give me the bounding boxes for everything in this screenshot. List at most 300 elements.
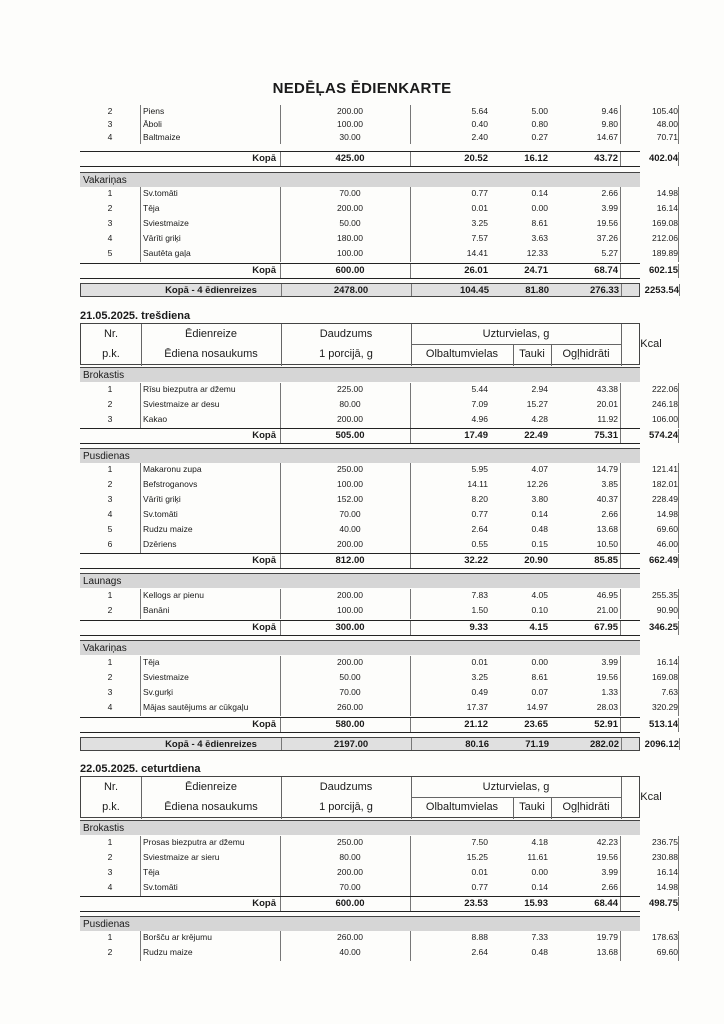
portion-grams: 260.00: [337, 932, 363, 942]
column-divider: [678, 152, 679, 166]
row-number: 5: [107, 524, 113, 534]
portion-grams: 30.00: [339, 132, 361, 142]
kcal-value: 189.89: [652, 248, 678, 258]
fat-value: 0.48: [531, 947, 548, 957]
kcal-value: 14.98: [656, 509, 678, 519]
row-number: 4: [107, 509, 113, 519]
table-row: [80, 383, 678, 398]
fat-value: 3.80: [531, 494, 548, 504]
day-date: 21.05.2025. trešdiena: [80, 310, 191, 322]
kcal-value: 105.40: [652, 106, 678, 116]
carbs-value: 3.85: [601, 479, 618, 489]
dish-name: Sv.tomāti: [143, 188, 178, 198]
kcal-value: 228.49: [652, 494, 678, 504]
row-number: 1: [107, 384, 113, 394]
dish-name: Prosas biezputra ar džemu: [143, 837, 245, 847]
portion-grams: 200.00: [337, 539, 363, 549]
dish-name: Dzēriens: [143, 539, 177, 549]
carbs-value: 5.27: [601, 248, 618, 258]
fat-value: 15.27: [526, 399, 548, 409]
page-title: NEDĒĻAS ĒDIENKARTE: [272, 80, 452, 97]
table-row: [80, 217, 678, 232]
total-label: Kopā: [252, 898, 276, 909]
column-divider: [678, 866, 679, 881]
meal-total-row: [80, 717, 678, 733]
protein-value: 3.25: [471, 672, 488, 682]
fat-value: 0.00: [531, 867, 548, 877]
total-fat: 4.15: [529, 622, 548, 633]
column-divider: [678, 538, 679, 553]
meal-header: Brokastis: [80, 367, 640, 382]
total-kcal: 346.25: [648, 622, 678, 633]
protein-value: 2.64: [471, 524, 488, 534]
day-total-fat: 71.19: [525, 739, 549, 750]
column-divider: [678, 232, 679, 247]
header-divider: [411, 797, 621, 798]
fat-value: 8.61: [531, 672, 548, 682]
total-carbs: 43.72: [594, 153, 618, 164]
carbs-value: 2.66: [601, 188, 618, 198]
column-divider: [678, 493, 679, 508]
column-divider: [678, 931, 679, 946]
day-total-row: [80, 283, 679, 297]
header-nr: Nr.: [103, 781, 119, 793]
row-number: 2: [107, 106, 113, 116]
carbs-value: 37.26: [596, 233, 618, 243]
protein-value: 4.96: [471, 414, 488, 424]
table-row: [80, 851, 678, 866]
day-total-carbs: 282.02: [589, 739, 619, 750]
header-qty: Daudzums: [319, 781, 373, 793]
dish-name: Tēja: [143, 867, 160, 877]
row-number: 2: [107, 852, 113, 862]
column-divider: [678, 671, 679, 686]
fat-value: 0.00: [531, 203, 548, 213]
fat-value: 0.14: [531, 188, 548, 198]
protein-value: 14.41: [466, 248, 488, 258]
kcal-value: 255.35: [652, 590, 678, 600]
kcal-value: 182.01: [652, 479, 678, 489]
column-divider: [678, 398, 679, 413]
column-divider: [678, 554, 679, 568]
column-divider: [678, 836, 679, 851]
day-total-label: Kopā - 4 ēdienreizes: [165, 739, 257, 750]
row-number: 2: [107, 947, 113, 957]
day-total-label: Kopā - 4 ēdienreizes: [165, 285, 257, 296]
carbs-value: 3.99: [601, 867, 618, 877]
fat-value: 0.48: [531, 524, 548, 534]
carbs-value: 9.46: [601, 106, 618, 116]
total-carbs: 75.31: [594, 430, 618, 441]
meal-header: Pusdienas: [80, 916, 640, 931]
carbs-value: 42.23: [596, 837, 618, 847]
row-number: 6: [107, 539, 113, 549]
column-divider: [678, 897, 679, 911]
kcal-value: 70.71: [656, 132, 678, 142]
fat-value: 12.33: [526, 248, 548, 258]
dish-name: Mājas sautējums ar cūkgaļu: [143, 702, 249, 712]
column-divider: [678, 413, 679, 428]
protein-value: 15.25: [466, 852, 488, 862]
protein-value: 7.57: [471, 233, 488, 243]
column-divider: [678, 131, 679, 144]
table-row: [80, 589, 678, 604]
protein-value: 0.01: [471, 867, 488, 877]
dish-name: Sautēta gaļa: [143, 248, 191, 258]
dish-name: Sv.tomāti: [143, 882, 178, 892]
column-divider: [679, 738, 680, 750]
fat-value: 3.63: [531, 233, 548, 243]
dish-name: Baltmaize: [143, 132, 181, 142]
column-divider: [678, 851, 679, 866]
column-divider: [678, 718, 679, 732]
total-fat: 24.71: [524, 265, 548, 276]
protein-value: 14.11: [467, 479, 488, 489]
carbs-value: 10.50: [596, 539, 618, 549]
header-protein: Olbaltumvielas: [425, 348, 499, 360]
dish-name: Befstroganovs: [143, 479, 198, 489]
row-number: 3: [107, 687, 113, 697]
row-number: 5: [107, 248, 113, 258]
column-divider: [678, 463, 679, 478]
row-number: 2: [107, 399, 113, 409]
table-row: [80, 131, 678, 144]
protein-value: 1.50: [471, 605, 488, 615]
header-meal: Ēdienreize: [185, 781, 237, 793]
fat-value: 0.80: [531, 119, 548, 129]
portion-grams: 70.00: [339, 687, 361, 697]
kcal-value: 46.00: [656, 539, 678, 549]
header-portion: 1 porcijā, g: [319, 801, 373, 813]
kcal-value: 90.90: [656, 605, 678, 615]
kcal-value: 48.00: [656, 119, 678, 129]
total-fat: 15.93: [524, 898, 548, 909]
header-pk: p.k.: [102, 801, 120, 813]
table-row: [80, 671, 678, 686]
column-divider: [678, 621, 679, 635]
carbs-value: 21.00: [596, 605, 618, 615]
fat-value: 5.00: [531, 106, 548, 116]
portion-grams: 200.00: [337, 590, 363, 600]
header-kcal: Kcal: [640, 338, 662, 350]
fat-value: 4.05: [531, 590, 548, 600]
column-divider: [678, 946, 679, 961]
total-protein: 23.53: [464, 898, 488, 909]
total-kcal: 662.49: [648, 555, 678, 566]
header-nr: Nr.: [103, 328, 119, 340]
portion-grams: 152.00: [337, 494, 363, 504]
total-label: Kopā: [252, 153, 276, 164]
carbs-value: 19.56: [596, 218, 618, 228]
protein-value: 8.20: [471, 494, 488, 504]
day-total-grams: 2478.00: [333, 285, 369, 296]
total-kcal: 574.24: [648, 430, 678, 441]
carbs-value: 46.95: [596, 590, 618, 600]
portion-grams: 70.00: [339, 509, 361, 519]
fat-value: 4.18: [531, 837, 548, 847]
dish-name: Kellogs ar pienu: [143, 590, 204, 600]
fat-value: 12.26: [526, 479, 548, 489]
row-number: 1: [107, 932, 113, 942]
total-protein: 21.12: [464, 719, 488, 730]
portion-grams: 260.00: [337, 702, 363, 712]
protein-value: 0.55: [471, 539, 488, 549]
column-divider: [678, 383, 679, 398]
header-nutrients: Uzturvielas, g: [482, 781, 550, 793]
portion-grams: 100.00: [337, 248, 363, 258]
total-protein: 20.52: [464, 153, 488, 164]
fat-value: 8.61: [531, 218, 548, 228]
row-number: 2: [107, 479, 113, 489]
fat-value: 0.10: [531, 605, 548, 615]
meal-total-row: [80, 263, 678, 279]
header-meal: Ēdienreize: [185, 328, 237, 340]
total-label: Kopā: [252, 622, 276, 633]
kcal-value: 69.60: [656, 524, 678, 534]
table-row: [80, 413, 678, 428]
total-label: Kopā: [252, 430, 276, 441]
total-fat: 23.65: [524, 719, 548, 730]
day-date: 22.05.2025. ceturtdiena: [80, 763, 201, 775]
table-row: [80, 701, 678, 716]
meal-header: Brokastis: [80, 820, 640, 835]
table-row: [80, 604, 678, 619]
row-number: 4: [107, 702, 113, 712]
carbs-value: 43.38: [596, 384, 618, 394]
fat-value: 7.33: [531, 932, 548, 942]
column-header: [80, 776, 662, 818]
row-number: 1: [107, 837, 113, 847]
header-nutrients: Uzturvielas, g: [482, 328, 550, 340]
fat-value: 0.07: [531, 687, 548, 697]
row-number: 1: [107, 657, 113, 667]
total-protein: 32.22: [464, 555, 488, 566]
carbs-value: 14.79: [596, 464, 618, 474]
table-row: [80, 866, 678, 881]
kcal-value: 14.98: [656, 188, 678, 198]
carbs-value: 20.01: [596, 399, 618, 409]
kcal-value: 178.63: [652, 932, 678, 942]
protein-value: 17.37: [466, 702, 488, 712]
column-divider: [678, 247, 679, 262]
meal-total-row: [80, 151, 678, 167]
total-grams: 505.00: [335, 430, 365, 441]
table-row: [80, 946, 678, 961]
column-divider: [678, 656, 679, 671]
column-header: [80, 323, 662, 365]
carbs-value: 1.33: [601, 687, 618, 697]
table-row: [80, 398, 678, 413]
dish-name: Boršču ar krējumu: [143, 932, 212, 942]
dish-name: Rīsu biezputra ar džemu: [143, 384, 236, 394]
row-number: 4: [107, 233, 113, 243]
kcal-value: 16.14: [656, 867, 678, 877]
table-row: [80, 523, 678, 538]
total-fat: 22.49: [524, 430, 548, 441]
header-divider: [411, 344, 621, 345]
column-divider: [678, 105, 679, 118]
day-total-protein: 80.16: [465, 739, 489, 750]
kcal-value: 169.08: [652, 672, 678, 682]
carbs-value: 13.68: [596, 524, 618, 534]
kcal-value: 16.14: [656, 203, 678, 213]
column-divider: [679, 284, 680, 296]
table-row: [80, 187, 678, 202]
dish-name: Sviestmaize: [143, 672, 189, 682]
protein-value: 5.95: [471, 464, 488, 474]
header-qty: Daudzums: [319, 328, 373, 340]
portion-grams: 70.00: [339, 882, 361, 892]
header-carbs: Ogļhidrāti: [562, 348, 610, 360]
row-number: 2: [107, 672, 113, 682]
fat-value: 0.14: [531, 882, 548, 892]
total-protein: 17.49: [464, 430, 488, 441]
total-grams: 600.00: [335, 265, 365, 276]
row-number: 4: [107, 132, 113, 142]
table-row: [80, 656, 678, 671]
carbs-value: 13.68: [596, 947, 618, 957]
total-protein: 9.33: [469, 622, 488, 633]
table-row: [80, 881, 678, 896]
header-dish: Ēdiena nosaukums: [164, 801, 258, 813]
total-kcal: 402.04: [648, 153, 678, 164]
carbs-value: 9.80: [601, 119, 618, 129]
dish-name: Rudzu maize: [143, 524, 193, 534]
day-total-carbs: 276.33: [589, 285, 619, 296]
header-fat: Tauki: [519, 801, 545, 813]
protein-value: 7.83: [471, 590, 488, 600]
dish-name: Makaronu zupa: [143, 464, 202, 474]
header-fat: Tauki: [519, 348, 545, 360]
kcal-value: 69.60: [656, 947, 678, 957]
column-divider: [678, 217, 679, 232]
portion-grams: 250.00: [337, 464, 363, 474]
dish-name: Sviestmaize ar desu: [143, 399, 220, 409]
total-carbs: 68.74: [594, 265, 618, 276]
menu-table: [80, 0, 679, 1024]
kcal-value: 230.88: [652, 852, 678, 862]
total-carbs: 85.85: [594, 555, 618, 566]
total-carbs: 67.95: [594, 622, 618, 633]
header-pk: p.k.: [102, 348, 120, 360]
header-portion: 1 porcijā, g: [319, 348, 373, 360]
meal-header: Vakariņas: [80, 172, 640, 187]
row-number: 1: [107, 590, 113, 600]
total-fat: 16.12: [524, 153, 548, 164]
protein-value: 3.25: [471, 218, 488, 228]
total-grams: 812.00: [335, 555, 365, 566]
protein-value: 0.77: [471, 188, 488, 198]
total-label: Kopā: [252, 555, 276, 566]
column-divider: [678, 881, 679, 896]
carbs-value: 2.66: [601, 509, 618, 519]
meal-total-row: [80, 553, 678, 569]
total-carbs: 52.91: [594, 719, 618, 730]
kcal-value: 236.75: [652, 837, 678, 847]
column-divider: [678, 264, 679, 278]
dish-name: Tēja: [143, 203, 160, 213]
protein-value: 0.01: [471, 203, 488, 213]
table-row: [80, 232, 678, 247]
day-total-kcal: 2096.12: [644, 739, 679, 750]
dish-name: Kakao: [143, 414, 168, 424]
table-row: [80, 931, 678, 946]
fat-value: 11.61: [527, 852, 548, 862]
carbs-value: 14.67: [596, 132, 618, 142]
portion-grams: 70.00: [339, 188, 361, 198]
table-row: [80, 202, 678, 217]
total-carbs: 68.44: [594, 898, 618, 909]
kcal-value: 320.29: [652, 702, 678, 712]
protein-value: 0.01: [471, 657, 488, 667]
fat-value: 0.00: [531, 657, 548, 667]
portion-grams: 200.00: [337, 657, 363, 667]
portion-grams: 200.00: [337, 106, 363, 116]
protein-value: 0.40: [471, 119, 488, 129]
portion-grams: 40.00: [339, 524, 361, 534]
fat-value: 2.94: [531, 384, 548, 394]
dish-name: Piens: [143, 106, 165, 116]
table-row: [80, 478, 678, 493]
dish-name: Vārīti griķi: [143, 233, 181, 243]
portion-grams: 250.00: [337, 837, 363, 847]
fat-value: 4.28: [531, 414, 548, 424]
table-row: [80, 463, 678, 478]
portion-grams: 100.00: [337, 119, 363, 129]
portion-grams: 100.00: [337, 605, 363, 615]
row-number: 1: [107, 464, 113, 474]
fat-value: 0.15: [531, 539, 548, 549]
carbs-value: 3.99: [601, 203, 618, 213]
carbs-value: 28.03: [596, 702, 618, 712]
column-divider: [678, 478, 679, 493]
protein-value: 5.64: [471, 106, 488, 116]
portion-grams: 40.00: [339, 947, 361, 957]
kcal-value: 106.00: [652, 414, 678, 424]
column-divider: [678, 508, 679, 523]
row-number: 3: [107, 494, 113, 504]
protein-value: 0.77: [471, 882, 488, 892]
fat-value: 14.97: [526, 702, 548, 712]
meal-header: Vakariņas: [80, 640, 640, 655]
kcal-value: 222.06: [652, 384, 678, 394]
fat-value: 0.27: [531, 132, 548, 142]
table-row: [80, 508, 678, 523]
protein-value: 2.64: [471, 947, 488, 957]
carbs-value: 11.92: [597, 414, 618, 424]
table-row: [80, 247, 678, 262]
header-kcal: Kcal: [640, 791, 662, 803]
column-divider: [678, 604, 679, 619]
portion-grams: 180.00: [337, 233, 363, 243]
row-number: 3: [107, 867, 113, 877]
column-divider: [678, 118, 679, 131]
total-kcal: 513.14: [648, 719, 678, 730]
kcal-value: 16.14: [656, 657, 678, 667]
carbs-value: 19.56: [596, 852, 618, 862]
meal-total-row: [80, 896, 678, 912]
table-row: [80, 118, 678, 131]
total-fat: 20.90: [524, 555, 548, 566]
meal-header: Pusdienas: [80, 448, 640, 463]
column-divider: [678, 523, 679, 538]
day-total-protein: 104.45: [459, 285, 489, 296]
dish-name: Rudzu maize: [143, 947, 193, 957]
total-kcal: 498.75: [648, 898, 678, 909]
portion-grams: 80.00: [339, 399, 361, 409]
dish-name: Sv.gurķi: [143, 687, 174, 697]
row-number: 2: [107, 605, 113, 615]
